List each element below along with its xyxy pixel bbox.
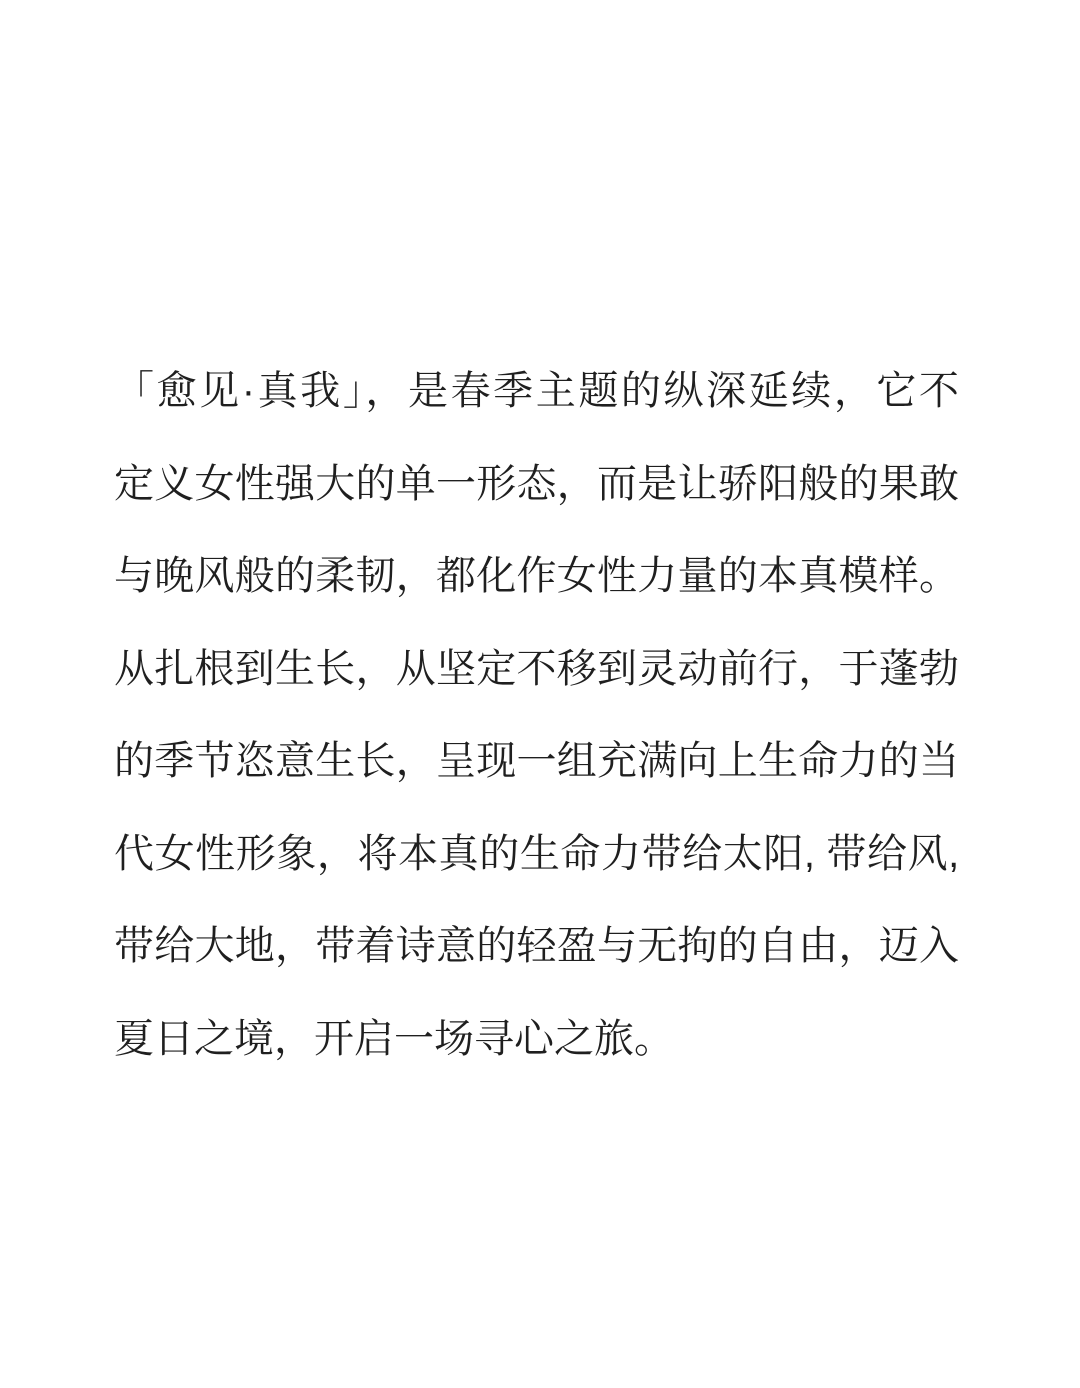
paragraph-line-3: 与晚风般的柔韧，都化作女性力量的本真模样。 [114,554,959,598]
paragraph-line-7: 带给大地，带着诗意的轻盈与无拘的自由，迈入 [114,924,959,968]
paragraph-line-4: 从扎根到生长，从坚定不移到灵动前行，于蓬勃 [114,646,959,691]
article-paragraph [114,345,959,1085]
paragraph-line-6: 代女性形象，将本真的生命力带给太阳, 带给风, [114,831,959,876]
paragraph-line-8: 夏日之境，开启一场寻心之旅。 [114,1016,674,1061]
paragraph-line-1: 「愈见·真我」，是春季主题的纵深延续，它不 [114,369,959,413]
paragraph-line-5: 的季节恣意生长，呈现一组充满向上生命力的当 [114,739,959,783]
paragraph-line-2: 定义女性强大的单一形态，而是让骄阳般的果敢 [114,461,959,506]
